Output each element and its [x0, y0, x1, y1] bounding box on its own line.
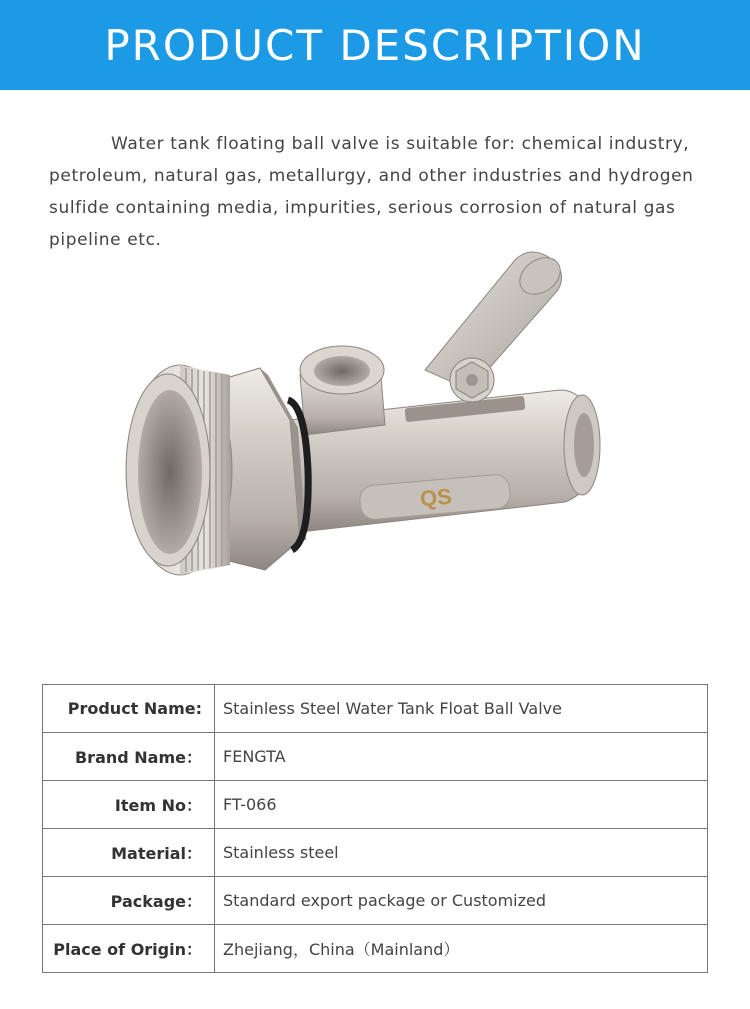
- spec-row: [43, 781, 708, 829]
- spec-label: Package：: [43, 877, 215, 925]
- spec-table: [42, 684, 708, 973]
- spec-label: Material：: [43, 829, 215, 877]
- brand-logo: QS: [419, 483, 453, 512]
- spec-value: Standard export package or Customized: [215, 877, 708, 925]
- spec-row: [43, 685, 708, 733]
- float-ball-valve-image: [120, 240, 620, 620]
- lever-arm: [425, 250, 567, 390]
- spec-row: [43, 733, 708, 781]
- spec-label: Item No：: [43, 781, 215, 829]
- spec-value: FENGTA: [215, 733, 708, 781]
- spec-row: [43, 829, 708, 877]
- header-banner: [0, 0, 750, 90]
- spec-label: Place of Origin：: [43, 925, 215, 973]
- spec-value: Zhejiang，China（Mainland）: [215, 925, 708, 973]
- spec-value: Stainless steel: [215, 829, 708, 877]
- page-title: PRODUCT DESCRIPTION: [104, 20, 646, 70]
- spec-label: Brand Name：: [43, 733, 215, 781]
- spec-row: [43, 925, 708, 973]
- spec-value: FT-066: [215, 781, 708, 829]
- spec-value: Stainless Steel Water Tank Float Ball Valve: [215, 685, 708, 733]
- product-description: Water tank floating ball valve is suitable for: chemical industry, petroleum, natural gas, metallurgy, and other industries and hydrogen sulfide containing media, impurities, serious corrosion of natural gas pipeline etc.: [49, 134, 694, 250]
- spec-label: Product Name:: [43, 685, 215, 733]
- spec-row: [43, 877, 708, 925]
- threaded-end: [126, 365, 232, 575]
